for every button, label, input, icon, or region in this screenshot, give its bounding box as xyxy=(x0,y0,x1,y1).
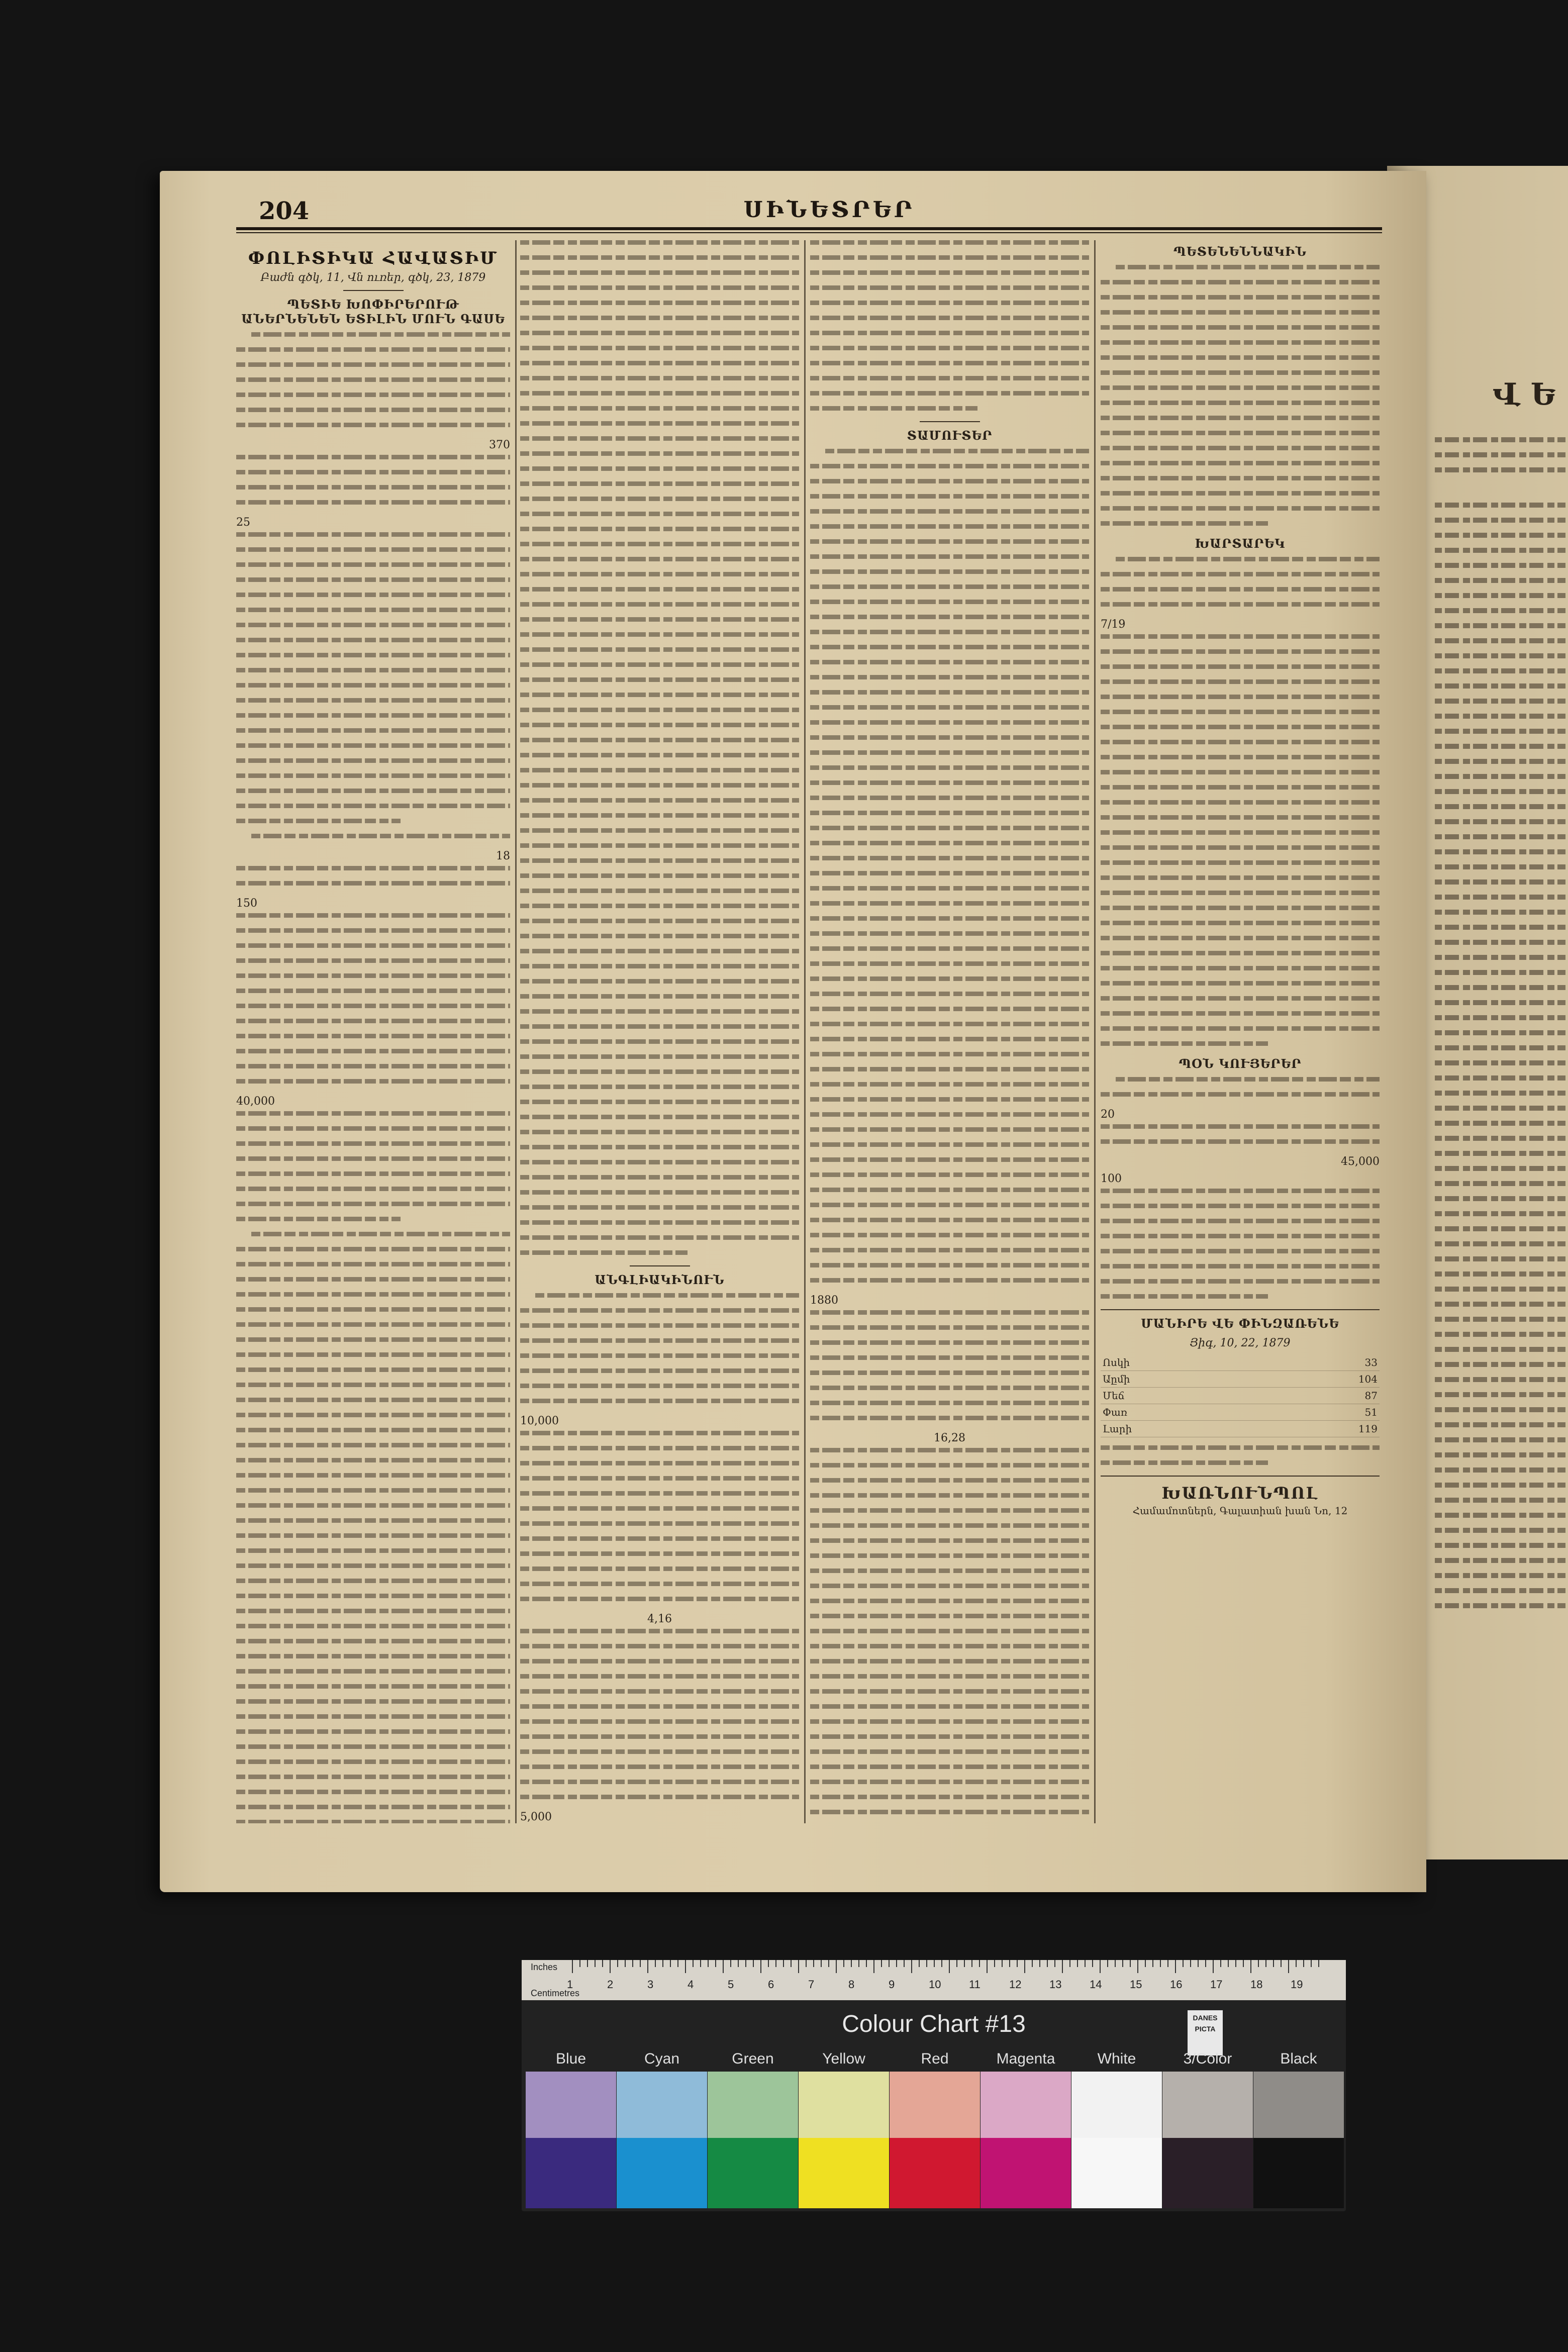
ruler-tick xyxy=(1190,1960,1191,1967)
ruler-tick xyxy=(1054,1960,1055,1967)
swatch-label: Yellow xyxy=(822,2050,865,2067)
ruler-tick xyxy=(1318,1960,1319,1967)
ruler-tick xyxy=(896,1960,897,1967)
table-row xyxy=(1101,1371,1380,1388)
ruler-tick xyxy=(821,1960,822,1967)
column-2-number: 4,16 xyxy=(647,1613,672,1625)
ruler-tick xyxy=(1100,1960,1101,1973)
swatch-dark xyxy=(981,2138,1071,2208)
ruler-tick xyxy=(1281,1960,1282,1967)
ruler-number: 4 xyxy=(688,1978,694,1991)
ruler-tick xyxy=(911,1960,912,1973)
swatch-light xyxy=(981,2072,1071,2138)
ruler-tick xyxy=(1167,1960,1168,1967)
ruler-number: 11 xyxy=(969,1978,981,1991)
ruler-tick xyxy=(587,1960,588,1967)
exchange-value: 119 xyxy=(1265,1421,1380,1437)
ruler-number: 12 xyxy=(1009,1978,1022,1991)
ruler-tick xyxy=(1130,1960,1131,1967)
ruler-tick xyxy=(813,1960,814,1967)
exchange-value: 104 xyxy=(1265,1371,1380,1388)
ruler-tick xyxy=(610,1960,611,1973)
swatch-dark xyxy=(526,2138,616,2208)
ruler-tick xyxy=(941,1960,942,1967)
ruler-tick xyxy=(1303,1960,1304,1967)
ruler-tick xyxy=(1002,1960,1003,1967)
page-number: 204 xyxy=(259,197,310,225)
ruler-tick xyxy=(693,1960,694,1967)
column-1-number: 40,000 xyxy=(236,1095,275,1108)
ruler-tick xyxy=(1047,1960,1048,1967)
column-1-title: ՓՈԼԻՏԻԿԱ ՀԱՎԱՏԻՄ xyxy=(248,248,499,268)
ruler-tick xyxy=(715,1960,716,1967)
ruler-tick xyxy=(1009,1960,1010,1967)
ruler-tick xyxy=(655,1960,656,1967)
ruler-tick xyxy=(579,1960,580,1967)
column-1-number: 25 xyxy=(236,516,250,529)
swatch-light xyxy=(708,2072,798,2138)
ruler-tick xyxy=(730,1960,731,1967)
ruler-tick xyxy=(677,1960,678,1967)
column-3-section: ՏԱՄՈՒՏԵՐ xyxy=(907,428,993,443)
ruler-number: 5 xyxy=(728,1978,734,1991)
ruler-tick xyxy=(806,1960,807,1967)
ruler-tick xyxy=(904,1960,905,1967)
colour-chart-title: Colour Chart #13 xyxy=(842,2011,1026,2037)
ruler-tick xyxy=(1220,1960,1221,1967)
publisher-address: Համամոտներն, Գալատիան խան Նո, 12 xyxy=(1132,1505,1348,1517)
ruler-number: 6 xyxy=(768,1978,774,1991)
ruler-tick xyxy=(670,1960,671,1967)
ruler-number: 9 xyxy=(889,1978,895,1991)
ruler-tick xyxy=(836,1960,837,1973)
ruler-tick xyxy=(768,1960,769,1967)
exchange-label: Լարի xyxy=(1101,1421,1265,1437)
swatch-label: Green xyxy=(732,2050,774,2067)
column-4-number: 20 xyxy=(1101,1108,1115,1121)
ruler-tick xyxy=(1039,1960,1040,1967)
exchange-label: Աըմի xyxy=(1101,1371,1265,1388)
exchange-value: 51 xyxy=(1265,1404,1380,1421)
ruler-tick xyxy=(798,1960,799,1973)
ruler-tick xyxy=(738,1960,739,1967)
ruler-number: 2 xyxy=(607,1978,614,1991)
swatch-dark xyxy=(1071,2138,1162,2208)
ruler-number: 8 xyxy=(848,1978,855,1991)
exchange-table xyxy=(1101,1354,1380,1437)
ruler-tick xyxy=(1160,1960,1161,1967)
ruler-tick xyxy=(934,1960,935,1967)
ruler-number: 18 xyxy=(1250,1978,1263,1991)
ruler-tick xyxy=(858,1960,859,1967)
ruler-tick xyxy=(1213,1960,1214,1973)
ruler-number: 17 xyxy=(1210,1978,1223,1991)
ruler-number: 14 xyxy=(1090,1978,1102,1991)
ruler-tick xyxy=(1077,1960,1078,1967)
ruler-tick xyxy=(1145,1960,1146,1967)
ruler-tick xyxy=(1296,1960,1297,1967)
ruler-inches-label: Inches xyxy=(531,1962,558,1972)
ruler-tick xyxy=(1122,1960,1123,1967)
swatch-dark xyxy=(799,2138,889,2208)
column-4-section-3: ՊՕՆ ԿՈՒՅԵՐԵՐ xyxy=(1179,1056,1302,1071)
ruler-number: 7 xyxy=(808,1978,815,1991)
table-row xyxy=(1101,1354,1380,1371)
ruler-tick xyxy=(647,1960,648,1973)
ruler xyxy=(522,1960,1346,2000)
ruler-tick xyxy=(1024,1960,1025,1973)
swatch-light xyxy=(890,2072,980,2138)
column-4-number: 100 xyxy=(1101,1172,1122,1185)
ruler-tick xyxy=(1017,1960,1018,1967)
publisher-name: ԽԱՌՆՈՒՆՊՈԼ xyxy=(1161,1484,1319,1503)
ruler-tick xyxy=(1243,1960,1244,1967)
ruler-tick xyxy=(662,1960,663,1967)
ruler-tick xyxy=(1288,1960,1289,1973)
swatch-label: Blue xyxy=(555,2050,586,2067)
ruler-tick xyxy=(753,1960,754,1967)
ruler-tick xyxy=(979,1960,980,1967)
ruler-tick xyxy=(1250,1960,1251,1973)
ruler-tick xyxy=(595,1960,596,1967)
ruler-tick xyxy=(1311,1960,1312,1967)
ruler-tick xyxy=(1092,1960,1093,1967)
exchange-title: ՄԱՆԻՐԵ ՎԵ ՓԻՆԶԱՌԵՆԵ xyxy=(1141,1316,1339,1331)
ruler-tick xyxy=(994,1960,995,1967)
ruler-number: 10 xyxy=(929,1978,941,1991)
table-row xyxy=(1101,1388,1380,1404)
ruler-tick xyxy=(828,1960,829,1967)
ruler-tick xyxy=(760,1960,761,1973)
header-rule-thin xyxy=(236,232,1382,233)
swatch-label: Black xyxy=(1280,2050,1317,2067)
ruler-tick xyxy=(685,1960,686,1973)
swatch-dark xyxy=(1253,2138,1344,2208)
ruler-number: 3 xyxy=(647,1978,654,1991)
ruler-tick xyxy=(1228,1960,1229,1967)
swatch-label: 3/Color xyxy=(1183,2050,1232,2067)
ruler-tick xyxy=(1137,1960,1138,1973)
ruler-tick xyxy=(1198,1960,1199,1967)
column-1-dateline: Բաժն գծկ, 11, Վն ուռեր, գծկ, 23, 1879 xyxy=(260,271,486,284)
swatch-light xyxy=(799,2072,889,2138)
ruler-tick xyxy=(1085,1960,1086,1967)
ruler-tick xyxy=(1152,1960,1153,1967)
swatch-dark xyxy=(1162,2138,1253,2208)
column-1-number: 370 xyxy=(489,439,510,451)
exchange-value: 87 xyxy=(1265,1388,1380,1404)
ruler-tick xyxy=(572,1960,573,1973)
ruler-tick xyxy=(625,1960,626,1967)
swatch-dark xyxy=(890,2138,980,2208)
ruler-tick xyxy=(700,1960,701,1967)
ruler-tick xyxy=(889,1960,890,1967)
ruler-tick xyxy=(1258,1960,1259,1967)
ruler-tick xyxy=(1205,1960,1206,1967)
ruler-tick xyxy=(745,1960,746,1967)
swatch-dark xyxy=(708,2138,798,2208)
ruler-tick xyxy=(1175,1960,1176,1973)
swatch-light xyxy=(526,2072,616,2138)
swatch-light xyxy=(617,2072,707,2138)
ruler-tick xyxy=(1235,1960,1236,1967)
exchange-label: Ոսկի xyxy=(1101,1354,1265,1371)
column-2 xyxy=(520,240,799,1823)
ruler-tick xyxy=(1115,1960,1116,1967)
ruler-tick xyxy=(1032,1960,1033,1967)
colour-chart-card xyxy=(522,1960,1346,2211)
swatch-label: Magenta xyxy=(996,2050,1055,2067)
ruler-tick xyxy=(1183,1960,1184,1967)
table-row xyxy=(1101,1404,1380,1421)
ruler-tick xyxy=(843,1960,844,1967)
exchange-label: Փառ xyxy=(1101,1404,1265,1421)
column-4 xyxy=(1101,240,1380,1748)
swatch-label: White xyxy=(1097,2050,1136,2067)
column-1-number: 150 xyxy=(236,897,257,910)
ruler-tick xyxy=(617,1960,618,1967)
ruler-tick xyxy=(1273,1960,1274,1967)
ruler-number: 1 xyxy=(567,1978,573,1991)
ruler-tick xyxy=(723,1960,724,1973)
swatch-dark xyxy=(617,2138,707,2208)
swatch-light xyxy=(1162,2072,1253,2138)
ruler-number: 15 xyxy=(1130,1978,1142,1991)
ruler-tick xyxy=(602,1960,603,1967)
ruler-tick xyxy=(851,1960,852,1967)
ruler-tick xyxy=(1107,1960,1108,1967)
ruler-tick xyxy=(640,1960,641,1967)
column-1 xyxy=(236,240,510,1823)
swatch-light xyxy=(1253,2072,1344,2138)
column-2-number: 5,000 xyxy=(520,1811,552,1823)
table-row xyxy=(1101,1421,1380,1437)
column-3-number: 1880 xyxy=(810,1294,838,1307)
ruler-number: 13 xyxy=(1049,1978,1062,1991)
running-head: ՍԻՆԵՏՐԵՐ xyxy=(743,197,915,223)
swatch-label: Red xyxy=(921,2050,949,2067)
exchange-date: Յիգ, 10, 22, 1879 xyxy=(1190,1337,1291,1349)
ruler-tick xyxy=(881,1960,882,1967)
column-4-section-2: ԽԱՐՏԱՐԵԿ xyxy=(1195,536,1286,551)
column-3 xyxy=(810,240,1089,1823)
column-2-number: 10,000 xyxy=(520,1415,559,1427)
exchange-label: Մեճ xyxy=(1101,1388,1265,1404)
ruler-tick xyxy=(775,1960,776,1967)
ruler-tick xyxy=(1069,1960,1070,1967)
ruler-tick xyxy=(791,1960,792,1967)
swatch-label: Cyan xyxy=(644,2050,680,2067)
column-2-section: ԱՆԳԼԻԱԿԻՆՈՒՆ xyxy=(595,1272,725,1287)
column-1-heading: ՊԵՏԻԵ ԽՈՓԻՐԵՐՈՒԹ ԱՆԵՐՆԵՆԵՆ ԵՏԻԼԻՆ ՄՈՒՆ ԳԱՍԵ xyxy=(241,297,505,326)
column-4-number: 45,000 xyxy=(1341,1155,1380,1168)
exchange-value: 33 xyxy=(1265,1354,1380,1371)
ruler-number: 16 xyxy=(1170,1978,1183,1991)
column-4-number: 7/19 xyxy=(1101,618,1126,631)
ruler-tick xyxy=(866,1960,867,1967)
ruler-tick xyxy=(987,1960,988,1973)
column-3-number: 16,28 xyxy=(934,1432,965,1444)
ruler-tick xyxy=(971,1960,972,1967)
ruler-tick xyxy=(1062,1960,1063,1973)
column-1-number: 18 xyxy=(496,850,510,862)
ruler-cm-label: Centimetres xyxy=(531,1988,580,1998)
ruler-tick xyxy=(956,1960,957,1967)
ruler-tick xyxy=(1265,1960,1266,1967)
swatch-light xyxy=(1071,2072,1162,2138)
ruler-tick xyxy=(926,1960,927,1967)
ruler-tick xyxy=(632,1960,633,1967)
column-4-section-1: ՊԵՏԵՆԵՆՆԱԿԻՆ xyxy=(1173,244,1307,259)
header-rule xyxy=(236,227,1382,230)
ruler-tick xyxy=(708,1960,709,1967)
ruler-tick xyxy=(949,1960,950,1973)
facing-page-heading: Վ Ե xyxy=(1493,377,1556,412)
ruler-tick xyxy=(964,1960,965,1967)
ruler-number: 19 xyxy=(1291,1978,1303,1991)
ruler-tick xyxy=(919,1960,920,1967)
ruler-tick xyxy=(873,1960,874,1973)
danes-picta-logo: DANES PICTA xyxy=(1188,2010,1223,2055)
ruler-tick xyxy=(783,1960,784,1967)
